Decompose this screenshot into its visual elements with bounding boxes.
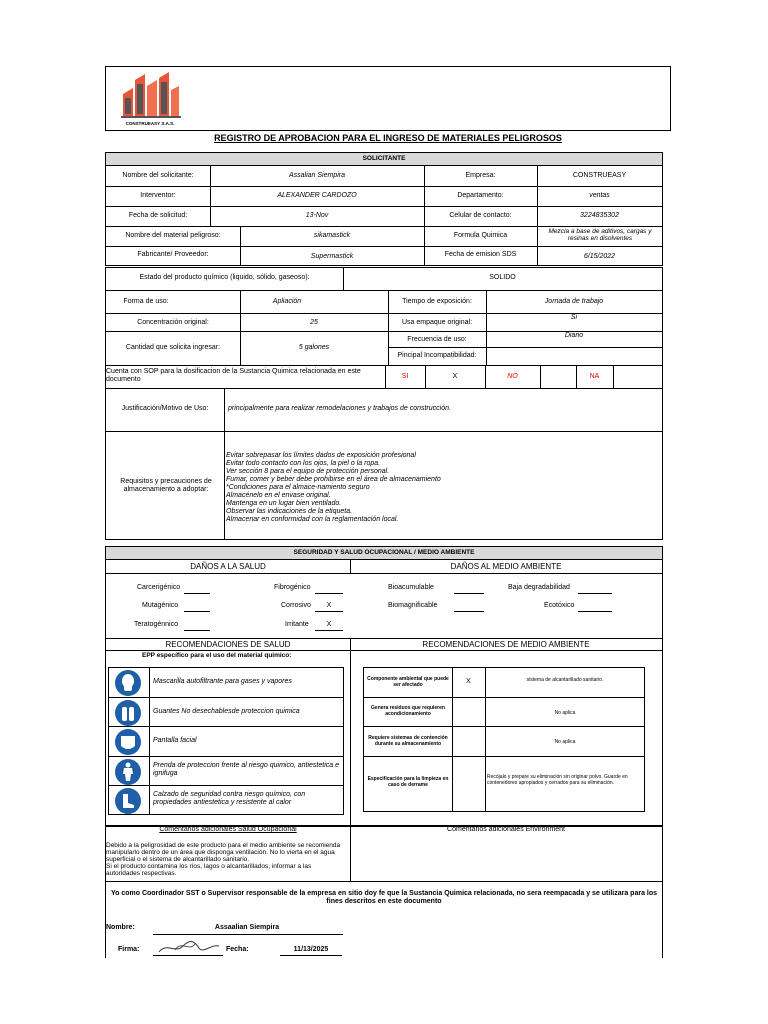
- cantidad-label: Cantidad que solicita ingresar:: [125, 344, 221, 351]
- sop-si: SI: [401, 373, 409, 380]
- company-logo: [115, 72, 185, 128]
- empaque-label: Usa empaque original:: [401, 319, 473, 326]
- medio-label: Componente ambiental que puede ser afectado: [367, 676, 449, 688]
- buildings-icon: [115, 72, 185, 120]
- danos-medio-header: DAÑOS AL MEDIO AMBIENTE: [450, 562, 562, 571]
- medio-label: Especificación para la limpieza en caso de derrame: [367, 776, 449, 788]
- irritante-label: Irritante: [285, 621, 309, 628]
- interventor-label: Interventor:: [140, 192, 176, 199]
- material-label: Nombre del material peligroso:: [125, 232, 221, 239]
- requisito-item: Observar las indicaciones de la etiqueta.: [226, 508, 353, 515]
- medio-value: No aplica: [554, 710, 576, 716]
- page-title: REGISTRO DE APROBACION PARA EL INGRESO DE MATERIALES PELIGROSOS: [214, 133, 562, 143]
- header-frame: [105, 66, 671, 131]
- epp-item: Pantalla facial: [153, 737, 197, 744]
- comentarios-env-header: Comentarios adicionales Environment: [447, 826, 565, 833]
- carcerigenico-label: Carcerigénico: [137, 584, 181, 591]
- medio-value: sistema de alcantarillado sanitario.: [526, 677, 604, 683]
- material-value: sikamastick: [313, 232, 351, 239]
- firma-nombre-label: Nombre:: [106, 924, 135, 931]
- safety-boots-icon: [114, 787, 142, 820]
- solicitante-header: SOLICITANTE: [362, 155, 406, 162]
- respirator-icon: [114, 669, 142, 702]
- fibrogenico-label: Fibrogénico: [274, 584, 311, 591]
- sds-label: Fecha de emision SDS: [444, 251, 517, 258]
- frecuencia-label: Frecuencia de uso:: [407, 336, 467, 343]
- cantidad-value: 5 galones: [298, 344, 330, 351]
- comentarios-salud-header: Comentarios adicionales Salud Ocupacional: [159, 826, 297, 833]
- requisito-item: Fumar, comer y beber debe prohibirse en el área de almacenamiento: [226, 476, 441, 483]
- fecha-firma-value: 11/13/2025: [293, 946, 329, 953]
- sop-x: X: [452, 373, 458, 380]
- danos-salud-header: DAÑOS A LA SALUD: [190, 562, 266, 571]
- requisito-item: Almacénelo en el envase original.: [226, 492, 331, 499]
- celular-value: 3224835302: [580, 212, 619, 219]
- teratogenico-label: Teratogénnico: [134, 621, 178, 628]
- medio-label: Genera residuos que requieren acondicionamiento: [371, 705, 445, 717]
- requisito-item: Ver sección 8 para el equipo de protección personal.: [226, 468, 390, 475]
- requisito-item: *Condiciones para el almace-namiento seguro: [226, 484, 370, 491]
- comentario-line: autoridades respectivas.: [106, 870, 177, 877]
- firma-nombre-value: Assaalian Siempira: [214, 924, 280, 931]
- baja-degradabilidad-label: Baja degradabilidad: [508, 584, 570, 591]
- nombre-label: Nombre del solicitante:: [122, 172, 194, 179]
- logo-caption: CONSTRUEASY S.A.S.: [125, 121, 175, 126]
- forma-label: Forma de uso:: [123, 298, 169, 305]
- solicitante-table: [105, 152, 663, 266]
- formula-value: Mezcla a base de aditivos, cargas y resinas en disolventes: [548, 228, 652, 242]
- nombre-value: Assalian Siempira: [288, 172, 346, 179]
- declaracion-text: Yo como Coordinador SST o Supervisor responsable de la empresa en sitio doy fe que la Sustancia Quimica relacionada, no sera reempacada y se utilizara para los fines descritos en este documento: [110, 890, 658, 905]
- comentario-line: superficial o el sistema de alcantarillado sanitario.: [106, 856, 250, 863]
- epp-label: EPP específico para el uso del material químico:: [142, 652, 292, 659]
- requisitos-label: Requisitos y precauciones de almacenamiento a adoptar:: [120, 478, 212, 493]
- incompat-label: Pincipal Incompatibilidad:: [397, 352, 477, 359]
- departamento-label: Departamento:: [457, 192, 504, 199]
- justificacion-label: Justificación/Motivo de Uso:: [121, 405, 209, 412]
- recomendaciones-medio-header: RECOMENDACIONES DE MEDIO AMBIENTE: [422, 640, 590, 649]
- concentracion-label: Concentración original:: [137, 319, 209, 326]
- epp-item: Mascarilla autofiltrante para gases y vapores: [153, 678, 292, 685]
- requisito-item: Almacenar en conformidad con la reglamentación local.: [226, 516, 399, 523]
- sop-na: NA: [589, 373, 600, 380]
- ecotoxico-label: Ecotóxico: [544, 602, 575, 609]
- comentarios-salud-text: [106, 842, 350, 877]
- bioacumulable-label: Bioacumulable: [388, 584, 434, 591]
- corrosivo-value: X: [326, 602, 332, 609]
- fecha-value: 13-Nov: [305, 212, 329, 219]
- corrosivo-label: Corrosivo: [281, 602, 311, 609]
- fecha-firma-label: Fecha:: [226, 946, 249, 953]
- requisito-item: Evitar sobrepasar los límites dados de exposición profesional: [226, 452, 416, 459]
- epp-item: Prenda de proteccion frente al riesgo quimico, antiestetica e ignifuga: [153, 762, 339, 777]
- celular-label: Celular de contacto:: [449, 212, 512, 219]
- medio-mark: X: [466, 678, 471, 685]
- epp-item: Guantes No desechablesde proteccion quimica: [153, 708, 300, 715]
- interventor-value: ALEXANDER CARDOZO: [277, 192, 357, 199]
- estado-value: SOLIDO: [489, 274, 516, 281]
- tiempo-label: Tiempo de exposición:: [402, 298, 472, 305]
- firma-label: Firma:: [118, 946, 140, 953]
- frecuencia-value: Diario: [564, 332, 584, 339]
- requisito-item: Evitar todo contacto con los ojos, la piel o la ropa.: [226, 460, 381, 467]
- empresa-value: CONSTRUEASY: [572, 172, 627, 179]
- departamento-value: ventas: [589, 192, 610, 199]
- medio-value: Recójalo y prepare su eliminación sin originar polvo. Guarde en contenedores apropiados y cerrados para su eliminación.: [487, 774, 628, 786]
- sop-no: NO: [507, 373, 518, 380]
- sst-header: SEGURIDAD Y SALUD OCUPACIONAL / MEDIO AMBIENTE: [293, 549, 475, 556]
- requisitos-list: [226, 452, 656, 524]
- formula-label: Formula Quimica: [453, 232, 508, 239]
- comentario-line: Si el producto contamina los ríos, lagos o alcantarillados, informar a las: [106, 863, 312, 870]
- medio-label: Requiere sistemas de contención durante su almacenamiento: [368, 735, 448, 747]
- concentracion-value: 25: [310, 319, 318, 326]
- biomagnificable-label: Biomagnificable: [388, 602, 438, 609]
- epp-item: Calzado de seguridad contra riesgo químico, con propiedades antiestetica y resistente al calor: [153, 791, 306, 806]
- requisito-item: Mantenga en un lugar bien ventilado.: [226, 500, 342, 507]
- fabricante-label: Fabricante/ Proveedor:: [137, 251, 209, 258]
- medio-value: No aplica: [554, 739, 576, 745]
- forma-value: Apliación: [272, 298, 302, 305]
- mutagenico-label: Mutagénico: [142, 602, 179, 609]
- comentario-line: Debido a la peligrosidad de este producto para el medio ambiente se recomienda: [106, 842, 341, 849]
- sop-label: Cuenta con SOP para la dosificacion de la Sustancia Quimica relacionada en este documento: [106, 368, 361, 383]
- recomendaciones-salud-header: RECOMENDACIONES DE SALUD: [165, 640, 291, 649]
- empresa-label: Empresa:: [465, 172, 496, 179]
- empaque-value: Si: [570, 314, 578, 321]
- face-shield-icon: [114, 728, 142, 761]
- signature: [155, 938, 223, 961]
- tiempo-value: Jornada de trabajo: [544, 298, 604, 305]
- comentario-line: manipularlo dentro de un área que disponga ventilación. No lo vierta en el agua: [106, 849, 335, 856]
- irritante-value: X: [326, 621, 332, 628]
- estado-label: Estado del producto químico (liquido, sólido, gaseoso):: [139, 274, 310, 281]
- fecha-label: Fecha de solicitud:: [128, 212, 188, 219]
- justificacion-value: principalmente para realizar remodelaciones y trabajos de construcción.: [228, 405, 451, 412]
- fabricante-value: Supermastick: [310, 253, 354, 260]
- sds-value: 6/15/2022: [583, 253, 616, 260]
